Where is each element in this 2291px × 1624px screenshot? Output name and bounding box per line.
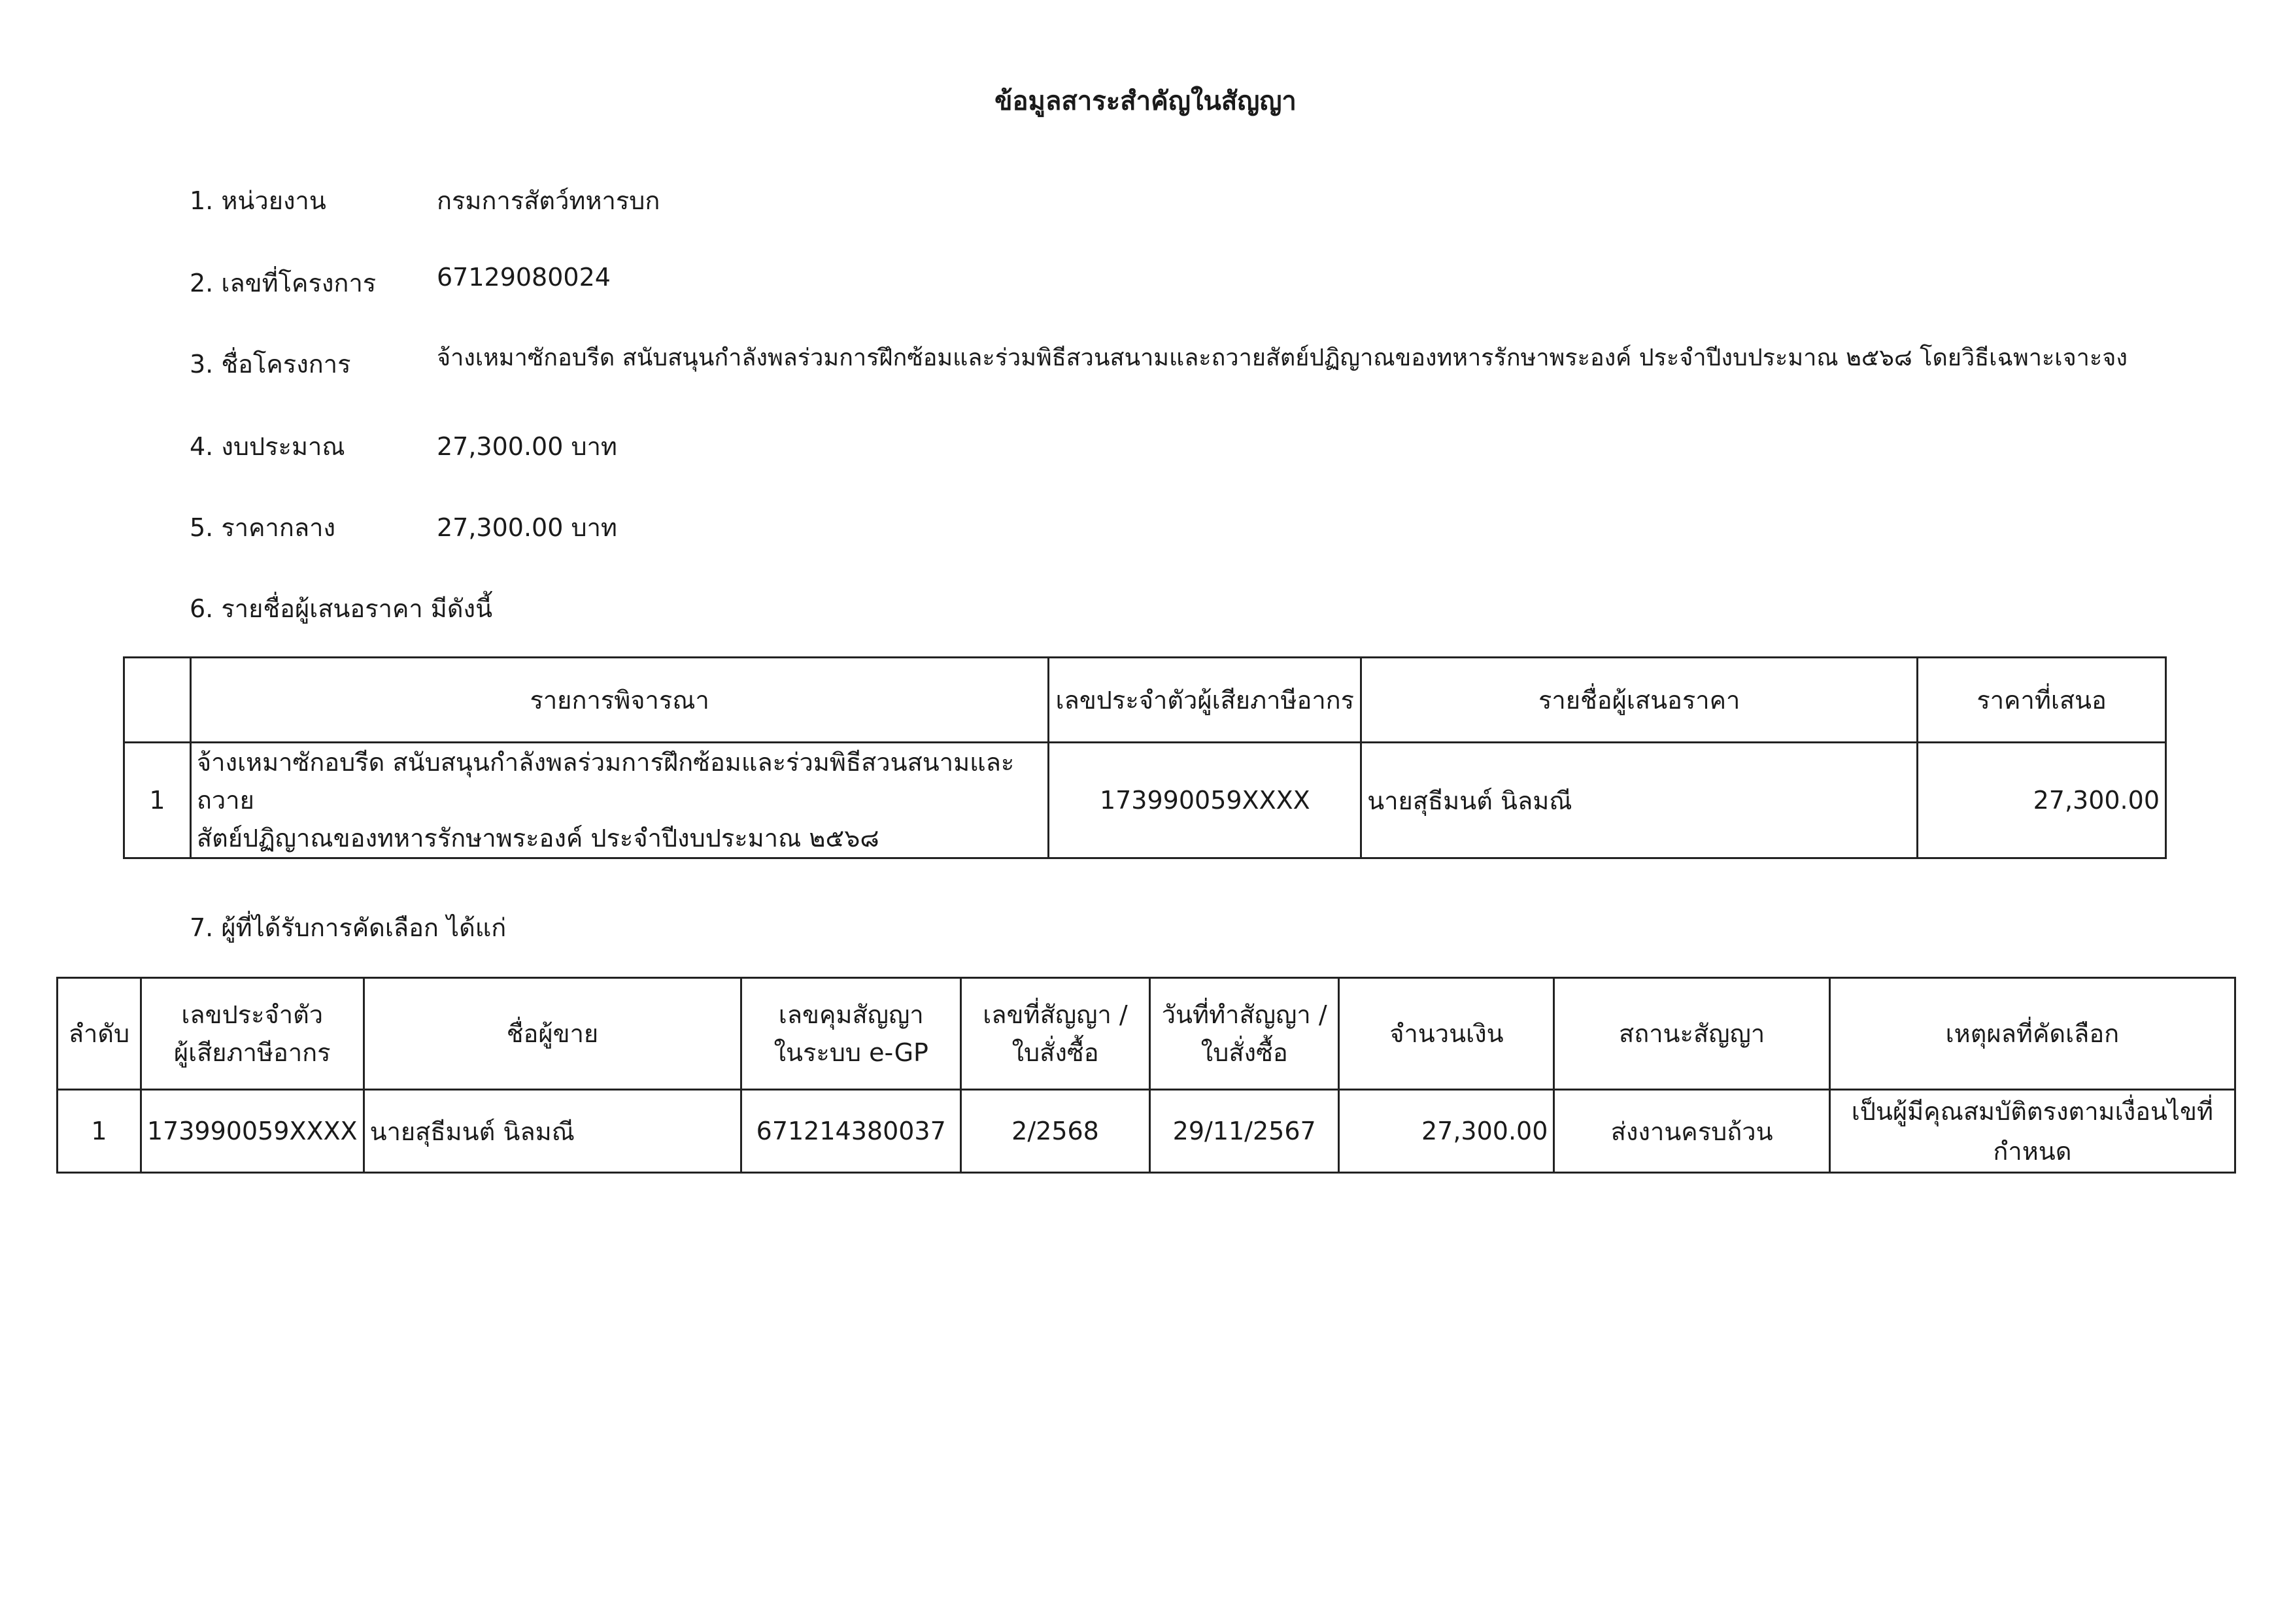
- field-label-agency: 1. หน่วยงาน: [190, 186, 326, 215]
- header-cell: ราคาที่เสนอ: [1918, 658, 2166, 743]
- row-number: 1: [58, 1090, 141, 1173]
- item-description-line: สัตย์ปฏิญาณของทหารรักษาพระองค์ ประจำปีงบประมาณ ๒๕๖๘: [196, 824, 879, 853]
- seller-name: นายสุธีมนต์ นิลมณี: [364, 1090, 741, 1173]
- field-value-median-price: 27,300.00 บาท: [437, 513, 617, 542]
- field-label-project-name: 3. ชื่อโครงการ: [190, 350, 351, 379]
- section6-heading: 6. รายชื่อผู้เสนอราคา มีดังนี้: [190, 594, 493, 623]
- header-cell: เลขที่สัญญา / ใบสั่งซื้อ: [961, 978, 1150, 1090]
- bidder-name: นายสุธีมนต์ นิลมณี: [1361, 743, 1918, 858]
- header-cell: [124, 658, 191, 743]
- contract-status: ส่งงานครบถ้วน: [1554, 1090, 1829, 1173]
- contract-amount: 27,300.00: [1339, 1090, 1554, 1173]
- selection-reason: เป็นผู้มีคุณสมบัติตรงตามเงื่อนไขที่กำหนด: [1829, 1090, 2235, 1173]
- field-value-project-name: จ้างเหมาซักอบรีด สนับสนุนกำลังพลร่วมการฝึกซ้อมและร่วมพิธีสวนสนามและถวายสัตย์ปฏิญาณของทหารรักษาพระองค์ ประจำปีงบประมาณ ๒๕๖๘ โดยวิธีเฉพาะเจาะจง: [437, 345, 2128, 371]
- offered-price: 27,300.00: [1918, 743, 2166, 858]
- header-cell: สถานะสัญญา: [1554, 978, 1829, 1090]
- header-cell: เลขคุมสัญญา ในระบบ e-GP: [741, 978, 961, 1090]
- header-cell: เลขประจำตัว ผู้เสียภาษีอากร: [141, 978, 364, 1090]
- table-header-row: [58, 978, 2235, 1090]
- table-row: [58, 1090, 2235, 1173]
- table-header-row: [124, 658, 2166, 743]
- field-value-budget: 27,300.00 บาท: [437, 432, 617, 461]
- selected-vendor-table: [56, 977, 2236, 1174]
- header-cell: รายชื่อผู้เสนอราคา: [1361, 658, 1918, 743]
- header-cell: จำนวนเงิน: [1339, 978, 1554, 1090]
- header-cell: รายการพิจารณา: [190, 658, 1049, 743]
- field-label-project-no: 2. เลขที่โครงการ: [190, 269, 377, 297]
- field-value-project-no: 67129080024: [437, 263, 611, 292]
- tax-id: 173990059XXXX: [141, 1090, 364, 1173]
- field-value-agency: กรมการสัตว์ทหารบก: [437, 186, 660, 215]
- row-number: 1: [124, 743, 191, 858]
- header-cell: ลำดับ: [58, 978, 141, 1090]
- header-cell: เหตุผลที่คัดเลือก: [1829, 978, 2235, 1090]
- header-cell: เลขประจำตัวผู้เสียภาษีอากร: [1049, 658, 1361, 743]
- header-cell: วันที่ทำสัญญา / ใบสั่งซื้อ: [1149, 978, 1339, 1090]
- contract-date: 29/11/2567: [1149, 1090, 1339, 1173]
- tax-id: 173990059XXXX: [1049, 743, 1361, 858]
- table-row: [124, 743, 2166, 858]
- section7-heading: 7. ผู้ที่ได้รับการคัดเลือก ได้แก่: [190, 913, 507, 942]
- item-description-line: จ้างเหมาซักอบรีด สนับสนุนกำลังพลร่วมการฝึกซ้อมและร่วมพิธีสวนสนามและถวาย: [196, 748, 1015, 815]
- contract-number: 2/2568: [961, 1090, 1150, 1173]
- document-title: ข้อมูลสาระสำคัญในสัญญา: [994, 86, 1297, 116]
- field-label-median-price: 5. ราคากลาง: [190, 513, 336, 542]
- bidders-table: [123, 656, 2167, 859]
- field-label-budget: 4. งบประมาณ: [190, 432, 345, 461]
- egp-control-number: 671214380037: [741, 1090, 961, 1173]
- item-description: [190, 743, 1049, 858]
- header-cell: ชื่อผู้ขาย: [364, 978, 741, 1090]
